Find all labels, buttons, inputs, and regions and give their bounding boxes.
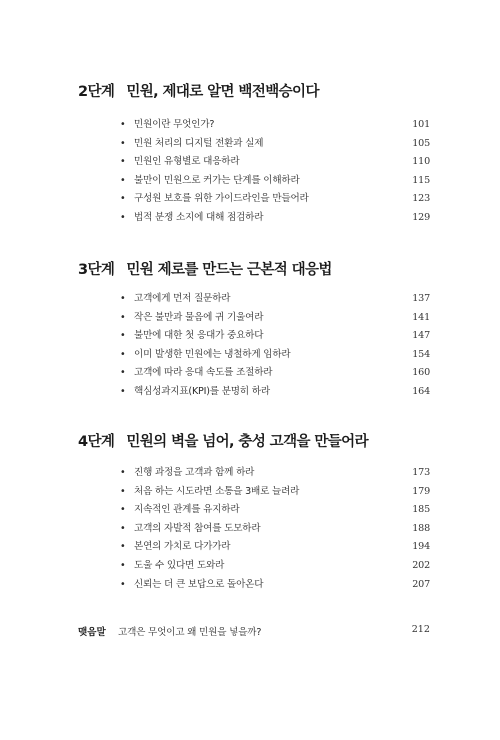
bullet-icon: •: [120, 330, 126, 342]
chapter-title: 민원 제로를 만드는 근본적 대응법: [126, 262, 332, 278]
entry-page: 129: [412, 211, 430, 223]
epilogue-entry[interactable]: [78, 624, 430, 640]
entry-page: 179: [412, 485, 430, 497]
bullet-icon: •: [120, 367, 126, 379]
entry-page: 123: [412, 193, 430, 205]
toc-entry[interactable]: [120, 209, 430, 228]
toc-entry[interactable]: [120, 135, 430, 154]
chapter-3: [78, 258, 430, 397]
toc-entry[interactable]: [120, 346, 430, 365]
chapter-2: [78, 80, 430, 223]
chapter-title: 민원의 벽을 넘어, 충성 고객을 만들어라: [126, 434, 368, 450]
toc-entry[interactable]: [120, 520, 430, 539]
chapter-number: 4단계: [78, 434, 115, 450]
toc-entry[interactable]: [120, 290, 430, 309]
entry-page: 110: [412, 156, 430, 168]
epilogue-page: 212: [411, 624, 430, 635]
chapter-number: 2단계: [78, 84, 115, 100]
entry-page: 185: [412, 504, 430, 516]
bullet-icon: •: [120, 467, 126, 478]
bullet-icon: •: [120, 211, 126, 223]
entry-title: 작은 불만과 물음에 귀 기울여라: [134, 311, 264, 323]
entry-title: 고객에게 먼저 질문하라: [134, 293, 231, 304]
bullet-icon: •: [120, 541, 126, 553]
entry-title: 신뢰는 더 큰 보답으로 돌아온다: [134, 578, 264, 590]
entry-title: 고객의 자발적 참여를 도모하라: [134, 522, 261, 534]
epilogue-label: 맺음말: [78, 627, 106, 638]
bullet-icon: •: [120, 504, 126, 516]
bullet-icon: •: [120, 311, 126, 323]
chapter-entries: [120, 464, 430, 594]
entry-title: 민원 처리의 디지털 전환과 실제: [134, 137, 264, 149]
bullet-icon: •: [120, 559, 126, 571]
entry-page: 207: [412, 578, 430, 590]
bullet-icon: •: [120, 119, 126, 130]
entry-page: 160: [412, 367, 430, 379]
chapter-title: 민원, 제대로 알면 백전백승이다: [126, 84, 319, 100]
toc-entry[interactable]: [120, 309, 430, 328]
entry-title: 핵심성과지표(KPI)를 분명히 하라: [134, 385, 270, 397]
chapter-heading: [78, 80, 430, 101]
entry-title: 진행 과정을 고객과 함께 하라: [134, 467, 255, 478]
entry-page: 164: [412, 385, 430, 397]
entry-page: 154: [412, 348, 430, 360]
toc-entry[interactable]: [120, 483, 430, 502]
entry-title: 구성원 보호를 위한 가이드라인을 만들어라: [134, 193, 309, 205]
chapter-entries: [120, 290, 430, 402]
toc-entry[interactable]: [120, 327, 430, 346]
toc-entry[interactable]: [120, 538, 430, 557]
entry-title: 법적 분쟁 소지에 대해 점검하라: [134, 211, 264, 223]
bullet-icon: •: [120, 174, 126, 186]
entry-page: 202: [412, 559, 430, 571]
entry-title: 도울 수 있다면 도와라: [134, 559, 225, 571]
chapter-4: [78, 430, 430, 590]
toc-entry[interactable]: [120, 172, 430, 191]
bullet-icon: •: [120, 485, 126, 497]
chapter-heading: [78, 430, 430, 451]
toc-entry[interactable]: [120, 116, 430, 135]
entry-title: 민원이란 무엇인가?: [134, 119, 215, 130]
entry-page: 105: [412, 137, 430, 149]
toc-entry[interactable]: [120, 383, 430, 402]
entry-page: 147: [412, 330, 430, 342]
chapter-number: 3단계: [78, 262, 115, 278]
bullet-icon: •: [120, 193, 126, 205]
toc-entry[interactable]: [120, 364, 430, 383]
toc-entry[interactable]: [120, 153, 430, 172]
entry-title: 불만이 민원으로 커가는 단계를 이해하라: [134, 174, 300, 186]
entry-title: 고객에 따라 응대 속도를 조절하라: [134, 367, 273, 379]
entry-title: 지속적인 관계를 유지하라: [134, 504, 240, 516]
entry-page: 194: [412, 541, 430, 553]
entry-page: 141: [412, 311, 430, 323]
entry-title: 민원인 유형별로 대응하라: [134, 156, 240, 168]
bullet-icon: •: [120, 293, 126, 304]
toc-entry[interactable]: [120, 557, 430, 576]
bullet-icon: •: [120, 385, 126, 397]
entry-title: 불만에 대한 첫 응대가 중요하다: [134, 330, 264, 342]
bullet-icon: •: [120, 156, 126, 168]
entry-page: 137: [412, 293, 430, 304]
bullet-icon: •: [120, 578, 126, 590]
toc-entry[interactable]: [120, 576, 430, 595]
entry-page: 173: [412, 467, 430, 478]
chapter-entries: [120, 116, 430, 228]
entry-title: 처음 하는 시도라면 소통을 3배로 늘려라: [134, 485, 300, 497]
entry-title: 본연의 가치로 다가가라: [134, 541, 231, 553]
entry-page: 115: [412, 174, 430, 186]
toc-entry[interactable]: [120, 190, 430, 209]
bullet-icon: •: [120, 348, 126, 360]
entry-page: 188: [412, 522, 430, 534]
entry-title: 이미 발생한 민원에는 냉철하게 임하라: [134, 348, 291, 360]
toc-entry[interactable]: [120, 501, 430, 520]
chapter-heading: [78, 258, 430, 279]
bullet-icon: •: [120, 522, 126, 534]
toc-entry[interactable]: [120, 464, 430, 483]
epilogue-title: 고객은 무엇이고 왜 민원을 넣을까?: [118, 627, 262, 638]
bullet-icon: •: [120, 137, 126, 149]
entry-page: 101: [412, 119, 430, 130]
